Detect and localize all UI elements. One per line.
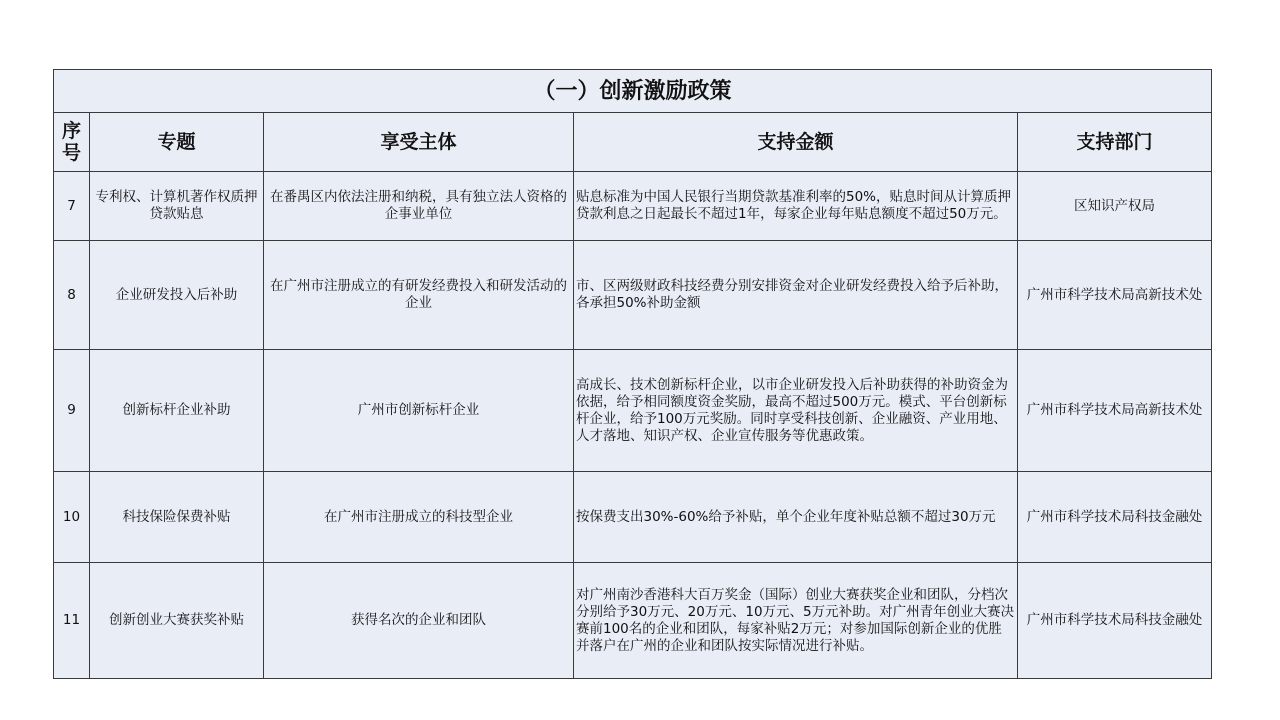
cell-subject: 获得名次的企业和团队 bbox=[264, 563, 574, 679]
table-title: （一）创新激励政策 bbox=[54, 70, 1212, 113]
cell-dept: 广州市科学技术局科技金融处 bbox=[1018, 563, 1212, 679]
cell-subject: 在番禺区内依法注册和纳税，具有独立法人资格的企事业单位 bbox=[264, 172, 574, 241]
cell-subject: 在广州市注册成立的科技型企业 bbox=[264, 472, 574, 563]
cell-topic: 创新标杆企业补助 bbox=[90, 350, 264, 472]
table-title-row bbox=[54, 70, 1212, 113]
header-topic: 专题 bbox=[90, 113, 264, 172]
header-subject: 享受主体 bbox=[264, 113, 574, 172]
table-row bbox=[54, 563, 1212, 679]
cell-amount: 对广州南沙香港科大百万奖金（国际）创业大赛获奖企业和团队，分档次分别给予30万元、20万元、10万元、5万元补助。对广州青年创业大赛决赛前100名的企业和团队，每家补贴2万元；对参加国际创新企业的优胜并落户在广州的企业和团队按实际情况进行补贴。 bbox=[574, 563, 1018, 679]
cell-amount: 贴息标准为中国人民银行当期贷款基准利率的50%，贴息时间从计算质押贷款利息之日起最长不超过1年，每家企业每年贴息额度不超过50万元。 bbox=[574, 172, 1018, 241]
header-amount: 支持金额 bbox=[574, 113, 1018, 172]
cell-amount: 按保费支出30%-60%给予补贴，单个企业年度补贴总额不超过30万元 bbox=[574, 472, 1018, 563]
cell-seq: 8 bbox=[54, 241, 90, 350]
policy-table-container bbox=[53, 69, 1211, 679]
cell-topic: 创新创业大赛获奖补贴 bbox=[90, 563, 264, 679]
cell-dept: 广州市科学技术局高新技术处 bbox=[1018, 350, 1212, 472]
cell-dept: 广州市科学技术局高新技术处 bbox=[1018, 241, 1212, 350]
cell-topic: 科技保险保费补贴 bbox=[90, 472, 264, 563]
cell-amount: 高成长、技术创新标杆企业，以市企业研发投入后补助获得的补助资金为依据，给予相同额度资金奖励，最高不超过500万元。模式、平台创新标杆企业，给予100万元奖励。同时享受科技创新、企业融资、产业用地、人才落地、知识产权、企业宣传服务等优惠政策。 bbox=[574, 350, 1018, 472]
cell-seq: 10 bbox=[54, 472, 90, 563]
cell-seq: 7 bbox=[54, 172, 90, 241]
cell-seq: 9 bbox=[54, 350, 90, 472]
policy-table bbox=[53, 69, 1212, 679]
cell-subject: 广州市创新标杆企业 bbox=[264, 350, 574, 472]
cell-seq: 11 bbox=[54, 563, 90, 679]
cell-dept: 广州市科学技术局科技金融处 bbox=[1018, 472, 1212, 563]
header-dept: 支持部门 bbox=[1018, 113, 1212, 172]
cell-topic: 专利权、计算机著作权质押贷款贴息 bbox=[90, 172, 264, 241]
header-seq: 序号 bbox=[54, 113, 90, 172]
table-header-row bbox=[54, 113, 1212, 172]
cell-topic: 企业研发投入后补助 bbox=[90, 241, 264, 350]
cell-subject: 在广州市注册成立的有研发经费投入和研发活动的企业 bbox=[264, 241, 574, 350]
table-row bbox=[54, 472, 1212, 563]
cell-dept: 区知识产权局 bbox=[1018, 172, 1212, 241]
table-row bbox=[54, 241, 1212, 350]
table-row bbox=[54, 350, 1212, 472]
table-row bbox=[54, 172, 1212, 241]
cell-amount: 市、区两级财政科技经费分别安排资金对企业研发经费投入给予后补助，各承担50%补助金额 bbox=[574, 241, 1018, 350]
